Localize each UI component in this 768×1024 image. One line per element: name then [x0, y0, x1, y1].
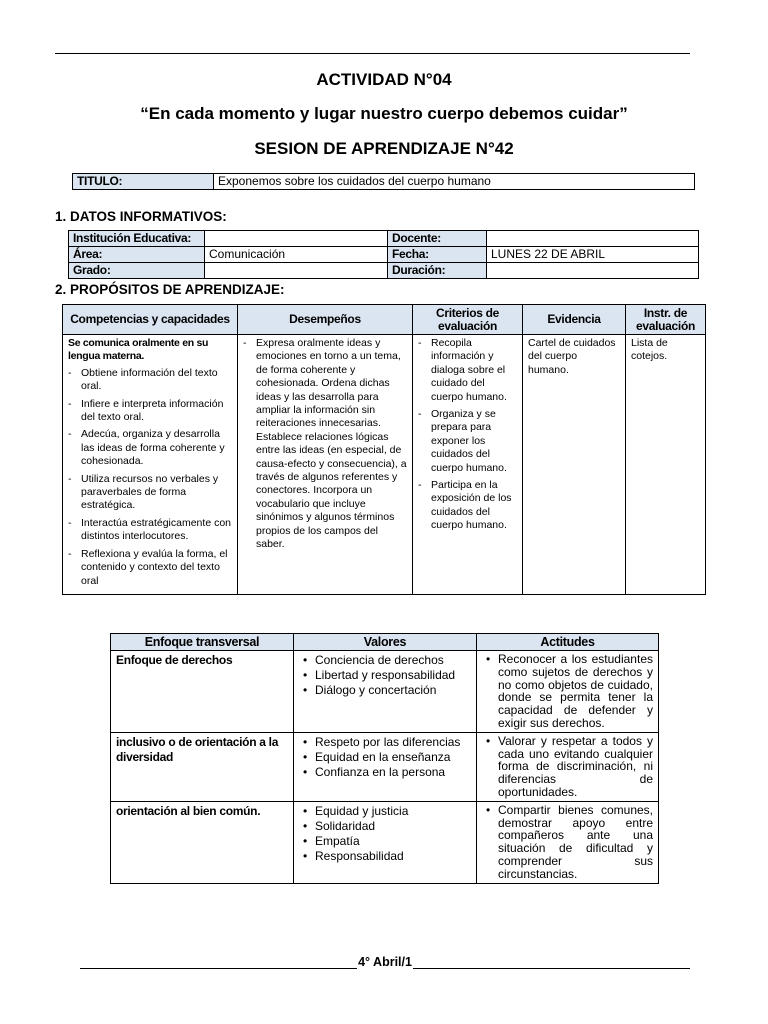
propositos-header-evidencia: Evidencia	[523, 305, 626, 335]
activity-title: ACTIVIDAD N°04	[316, 70, 452, 89]
enfoques-header-valores: Valores	[294, 634, 477, 651]
fecha-value: LUNES 22 DE ABRIL	[487, 247, 699, 263]
criterio-item: - Organiza y se prepara para exponer los cuidados del cuerpo humano.	[418, 408, 517, 475]
enfoques-header-enfoque: Enfoque transversal	[111, 634, 294, 651]
valor-item: • Libertad y responsabilidad	[299, 668, 471, 683]
capacidades-list	[68, 367, 232, 588]
actitudes-cell	[477, 801, 659, 883]
desempeno-item: - Expresa oralmente ideas y emociones en torno a un tema, de forma coherente y cohesionada. Ordena dichas ideas y las desarrolla para ampliar la información sin reiteraciones innecesarias. Establece relaciones lógicas entre las ideas (en especial, de causa-efecto y consecuencia), a través de algunos referentes y conectores. Incorpora un vocabulario que incluye sinónimos y algunos términos propios de los campos del saber.	[243, 337, 407, 552]
datos-table	[68, 230, 699, 279]
capacidad-item: - Utiliza recursos no verbales y paraverbales de forma estratégica.	[68, 473, 232, 513]
duracion-value	[487, 263, 699, 279]
desempenos-list	[243, 337, 407, 552]
capacidad-item: - Adecúa, organiza y desarrolla las ideas de forma coherente y cohesionada.	[68, 428, 232, 468]
footer-text: 4° Abril/1	[358, 955, 412, 969]
grado-label: Grado:	[69, 263, 205, 279]
grado-value	[205, 263, 388, 279]
table-row	[111, 651, 659, 733]
criterios-list	[418, 337, 517, 533]
propositos-table	[62, 304, 706, 595]
table-row	[111, 732, 659, 801]
session-title: SESION DE APRENDIZAJE N°42	[254, 139, 514, 158]
capacidad-item: - Interactúa estratégicamente con distintos interlocutores.	[68, 517, 232, 544]
footer-line-left	[80, 957, 357, 969]
docente-value	[487, 231, 699, 247]
area-value: Comunicación	[205, 247, 388, 263]
desempenos-cell	[238, 335, 413, 595]
evidencia-cell: Cartel de cuidados del cuerpo humano.	[523, 335, 626, 595]
instrumento-cell: Lista de cotejos.	[626, 335, 706, 595]
actitudes-cell	[477, 651, 659, 733]
titulo-label: TITULO:	[73, 174, 214, 190]
valores-cell	[294, 801, 477, 883]
criterio-item: - Participa en la exposición de los cuidados del cuerpo humano.	[418, 479, 517, 533]
activity-quote: “En cada momento y lugar nuestro cuerpo debemos cuidar”	[140, 104, 628, 123]
institucion-label: Institución Educativa:	[69, 231, 205, 247]
propositos-header-instrumento: Instr. de evaluación	[626, 305, 706, 335]
actitudes-cell	[477, 732, 659, 801]
fecha-label: Fecha:	[388, 247, 487, 263]
titulo-table	[72, 173, 695, 190]
propositos-header-desempenos: Desempeños	[238, 305, 413, 335]
criterio-item: - Recopila información y dialoga sobre el cuidado del cuerpo humano.	[418, 337, 517, 404]
section-propositos-heading: 2. PROPÓSITOS DE APRENDIZAJE:	[55, 282, 285, 297]
valor-item: • Confianza en la persona	[299, 765, 471, 780]
titulo-value: Exponemos sobre los cuidados del cuerpo humano	[214, 174, 695, 190]
actitud-item: • Valorar y respetar a todos y cada uno evitando cualquier forma de discriminación, ni diferencias de oportunidades.	[482, 735, 653, 799]
valor-item: • Empatía	[299, 834, 471, 849]
area-label: Área:	[69, 247, 205, 263]
valor-item: • Respeto por las diferencias	[299, 735, 471, 750]
actitud-item: • Reconocer a los estudiantes como sujetos de derechos y no como objetos de cuidado, donde se permita tener la capacidad de defender y exigir sus derechos.	[482, 653, 653, 730]
actitud-item: • Compartir bienes comunes, demostrar apoyo entre compañeros ante una situación de dificultad y comprender sus circunstancias.	[482, 804, 653, 881]
propositos-header-competencias: Competencias y capacidades	[63, 305, 238, 335]
capacidad-item: - Obtiene información del texto oral.	[68, 367, 232, 394]
enfoques-header-actitudes: Actitudes	[477, 634, 659, 651]
capacidad-item: - Reflexiona y evalúa la forma, el contenido y contexto del texto oral	[68, 548, 232, 588]
valor-item: • Conciencia de derechos	[299, 653, 471, 668]
competencias-cell	[63, 335, 238, 595]
enfoque-name: inclusivo o de orientación a la diversidad	[111, 732, 294, 801]
valores-cell	[294, 732, 477, 801]
valores-cell	[294, 651, 477, 733]
top-divider	[55, 53, 690, 54]
valor-item: • Equidad en la enseñanza	[299, 750, 471, 765]
propositos-header-criterios: Criterios de evaluación	[413, 305, 523, 335]
valor-item: • Diálogo y concertación	[299, 683, 471, 698]
enfoque-name: orientación al bien común.	[111, 801, 294, 883]
footer-line-right	[413, 957, 690, 969]
page-footer	[80, 955, 690, 969]
valor-item: • Equidad y justicia	[299, 804, 471, 819]
institucion-value	[205, 231, 388, 247]
docente-label: Docente:	[388, 231, 487, 247]
duracion-label: Duración:	[388, 263, 487, 279]
table-row	[111, 801, 659, 883]
valor-item: • Responsabilidad	[299, 849, 471, 864]
capacidad-item: - Infiere e interpreta información del texto oral.	[68, 398, 232, 425]
section-datos-heading: 1. DATOS INFORMATIVOS:	[55, 209, 227, 224]
enfoques-table	[110, 633, 659, 884]
competencia-title: Se comunica oralmente en su lengua materna.	[68, 337, 209, 363]
criterios-cell	[413, 335, 523, 595]
valor-item: • Solidaridad	[299, 819, 471, 834]
enfoque-name: Enfoque de derechos	[111, 651, 294, 733]
